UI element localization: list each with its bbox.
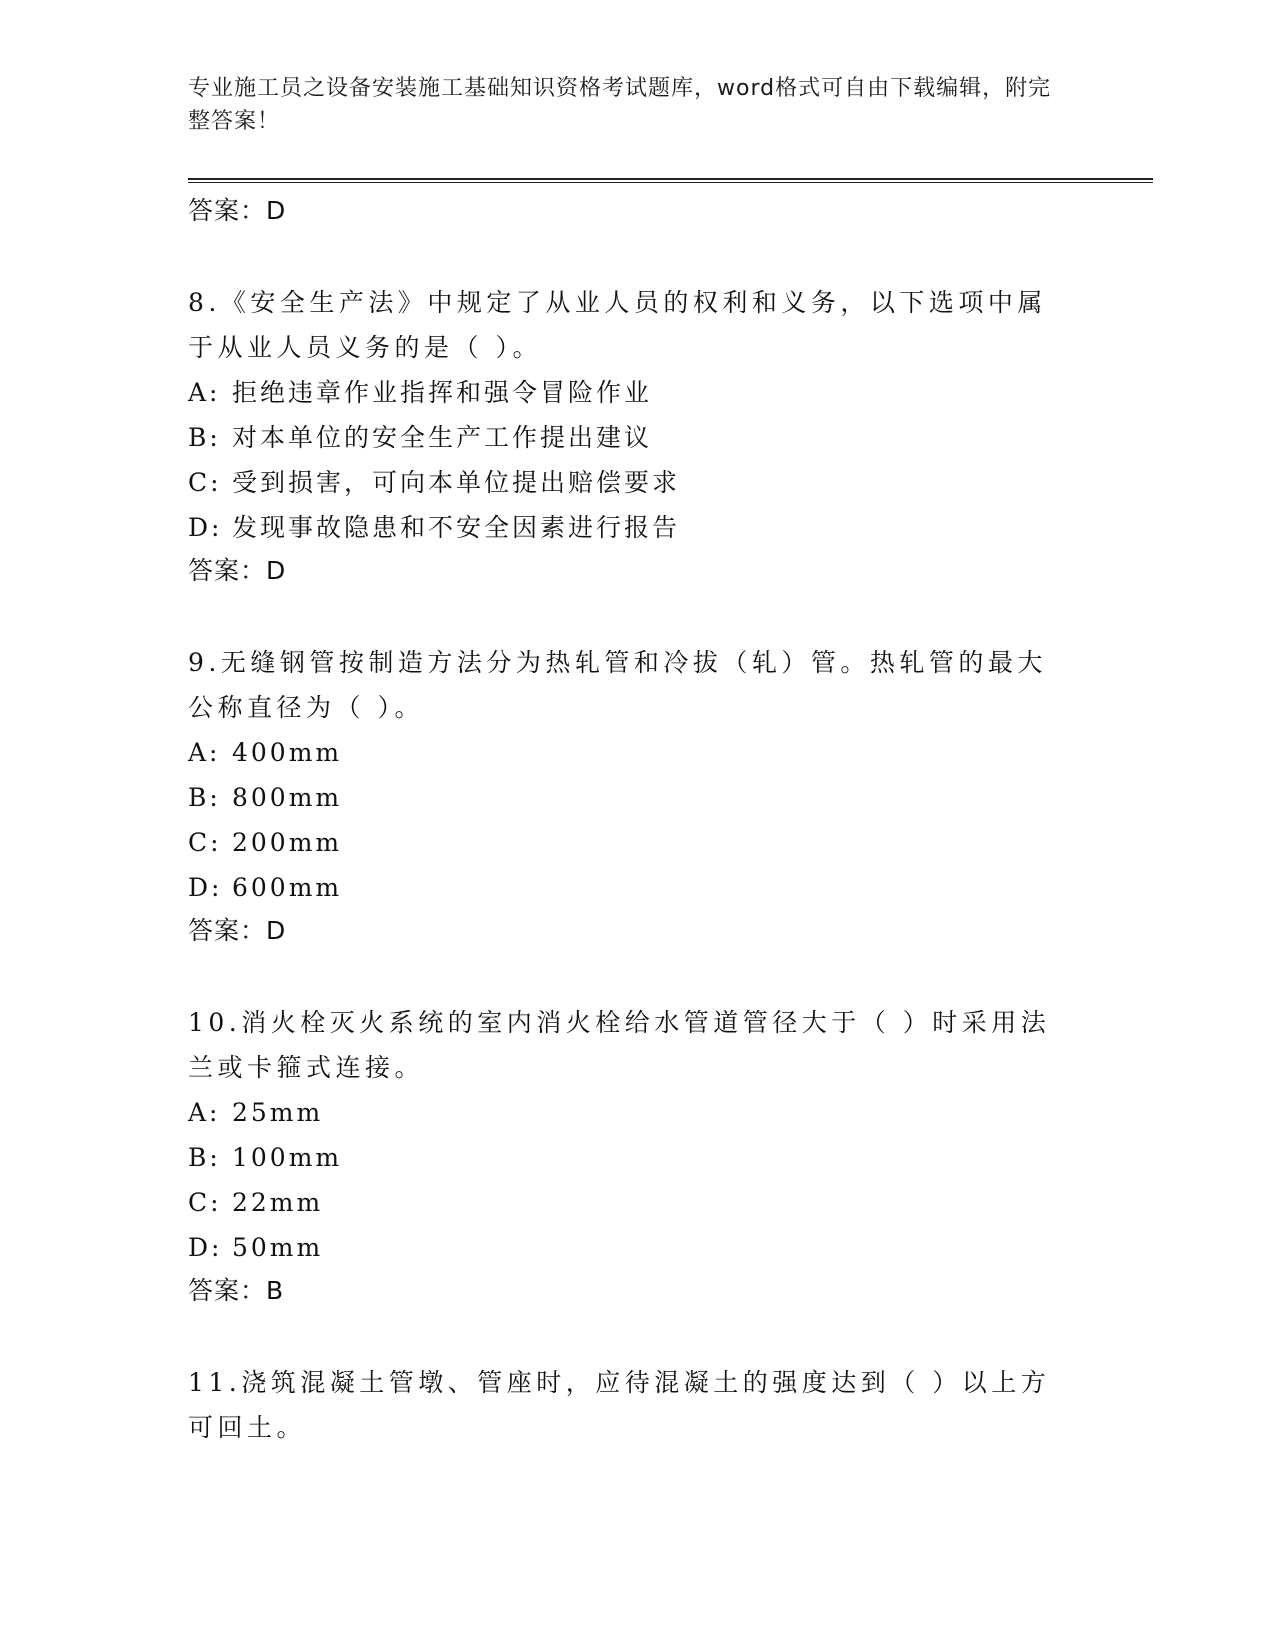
- question-text: 10.消火栓灭火系统的室内消火栓给水管道管径大于（ ）时采用法兰或卡箍式连接。: [188, 1008, 1051, 1082]
- question-item: [188, 1360, 1068, 1450]
- answer-line: 答案：D: [188, 196, 287, 225]
- option-b: [188, 415, 1068, 460]
- option-letter: D:: [188, 873, 223, 902]
- option-b: [188, 775, 1068, 820]
- header-text: 专业施工员之设备安装施工基础知识资格考试题库，word格式可自由下载编辑，附完整答案！: [188, 76, 1052, 134]
- option-text: 400mm: [232, 738, 343, 767]
- question-text: 8.《安全生产法》中规定了从业人员的权利和义务，以下选项中属于从业人员义务的是（ ）。: [188, 288, 1047, 362]
- answer-line: 答案：D: [188, 916, 287, 945]
- answer-line: 答案：D: [188, 556, 287, 585]
- option-letter: C:: [188, 468, 222, 497]
- option-d: [188, 865, 1068, 910]
- option-text: 600mm: [232, 873, 343, 902]
- page-header: [188, 72, 1068, 138]
- option-text: 50mm: [232, 1233, 324, 1262]
- option-text: 发现事故隐患和不安全因素进行报告: [232, 513, 681, 542]
- option-letter: A:: [188, 1098, 221, 1127]
- option-text: 25mm: [232, 1098, 324, 1127]
- option-letter: B:: [188, 1143, 221, 1172]
- option-text: 100mm: [232, 1143, 343, 1172]
- option-letter: A:: [188, 378, 221, 407]
- option-c: [188, 460, 1068, 505]
- option-a: [188, 730, 1068, 775]
- answer-line: 答案：B: [188, 1276, 285, 1305]
- question-list: [188, 192, 1068, 1450]
- option-text: 22mm: [232, 1188, 324, 1217]
- option-letter: B:: [188, 423, 221, 452]
- option-d: [188, 1225, 1068, 1270]
- option-letter: C:: [188, 1188, 222, 1217]
- question-text: 9.无缝钢管按制造方法分为热轧管和冷拔（轧）管。热轧管的最大公称直径为（ ）。: [188, 648, 1047, 722]
- question-item: [188, 1000, 1068, 1310]
- option-a: [188, 370, 1068, 415]
- option-letter: C:: [188, 828, 222, 857]
- question-item: [188, 280, 1068, 590]
- option-d: [188, 505, 1068, 550]
- option-letter: B:: [188, 783, 221, 812]
- option-c: [188, 1180, 1068, 1225]
- option-b: [188, 1135, 1068, 1180]
- option-letter: D:: [188, 513, 223, 542]
- question-item: [188, 640, 1068, 950]
- option-text: 对本单位的安全生产工作提出建议: [232, 423, 653, 452]
- option-text: 800mm: [232, 783, 343, 812]
- option-text: 200mm: [232, 828, 343, 857]
- header-divider: [188, 178, 1153, 183]
- option-c: [188, 820, 1068, 865]
- question-text: 11.浇筑混凝土管墩、管座时，应待混凝土的强度达到（ ）以上方可回土。: [188, 1368, 1051, 1442]
- option-text: 受到损害，可向本单位提出赔偿要求: [232, 468, 681, 497]
- option-text: 拒绝违章作业指挥和强令冒险作业: [232, 378, 653, 407]
- option-letter: D:: [188, 1233, 223, 1262]
- option-letter: A:: [188, 738, 221, 767]
- option-a: [188, 1090, 1068, 1135]
